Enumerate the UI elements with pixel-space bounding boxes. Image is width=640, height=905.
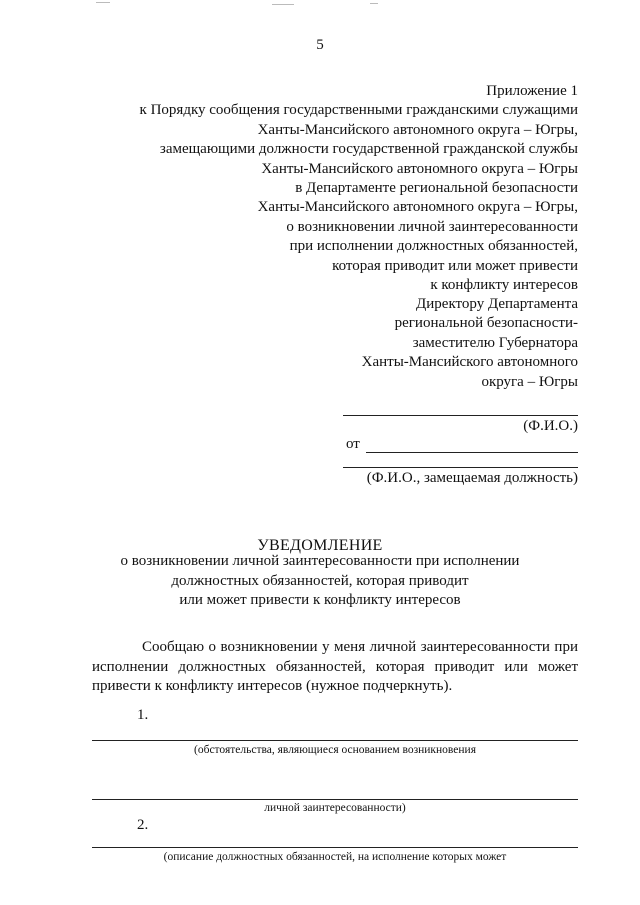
page-number: 5 (316, 37, 324, 53)
item-number: 2. (137, 817, 149, 833)
item-number: 1. (137, 707, 149, 723)
from-label: от (346, 436, 360, 452)
subtitle-line: о возникновении личной заинтересованности при исполнении (120, 553, 520, 569)
appendix-line: замещающими должности государственной гражданской службы (159, 141, 578, 158)
subtitle-line: или может привести к конфликту интересов (179, 592, 461, 608)
item1-line-b[interactable] (92, 799, 578, 800)
addressee-line: региональной безопасности- (394, 315, 578, 332)
item2-caption: (описание должностных обязанностей, на исполнение которых может (163, 851, 507, 863)
addressee-line: заместителю Губернатора (412, 334, 578, 351)
appendix-line: Ханты-Мансийского автономного округа – Югры, (257, 199, 578, 216)
scan-mark (96, 2, 110, 3)
appendix-header (140, 82, 578, 295)
addressee-line: округа – Югры (481, 373, 578, 390)
addressee-block (362, 295, 578, 392)
appendix-line: при исполнении должностных обязанностей, (289, 238, 578, 255)
notice-title: УВЕДОМЛЕНИЕ (257, 537, 383, 554)
fio-caption: (Ф.И.О.) (523, 418, 578, 434)
addressee-line: Директору Департамента (416, 296, 578, 312)
item1-line-a[interactable] (92, 740, 578, 741)
fio-position-line[interactable] (343, 467, 578, 468)
fio-line[interactable] (343, 415, 578, 416)
notice-subtitle (0, 552, 640, 611)
appendix-line: о возникновении личной заинтересованности (286, 218, 578, 235)
notice-body: Сообщаю о возникновении у меня личной заинтересованности при исполнении должностных обязанностей, которая приводит или может привести к конфликту интересов (нужное подчеркнуть). (92, 639, 578, 694)
appendix-line: Приложение 1 (486, 83, 578, 99)
subtitle-line: должностных обязанностей, которая приводит (171, 572, 469, 589)
addressee-line: Ханты-Мансийского автономного (361, 354, 578, 371)
appendix-line: которая приводит или может привести (332, 257, 578, 274)
fio-position-caption: (Ф.И.О., замещаемая должность) (366, 470, 578, 486)
scan-mark (370, 3, 378, 4)
from-line[interactable] (366, 452, 578, 453)
appendix-line: к Порядку сообщения государственными гражданскими служащими (139, 102, 578, 119)
scan-mark (272, 4, 294, 5)
appendix-line: в Департаменте региональной безопасности (295, 180, 578, 197)
item1-caption-b: личной заинтересованности) (264, 802, 406, 814)
item1-caption-a: (обстоятельства, являющиеся основанием возникновения (194, 744, 476, 756)
appendix-line: к конфликту интересов (430, 277, 578, 294)
appendix-line: Ханты-Мансийского автономного округа – Югры (261, 160, 578, 177)
item2-line[interactable] (92, 847, 578, 848)
appendix-line: Ханты-Мансийского автономного округа – Югры, (257, 121, 578, 138)
